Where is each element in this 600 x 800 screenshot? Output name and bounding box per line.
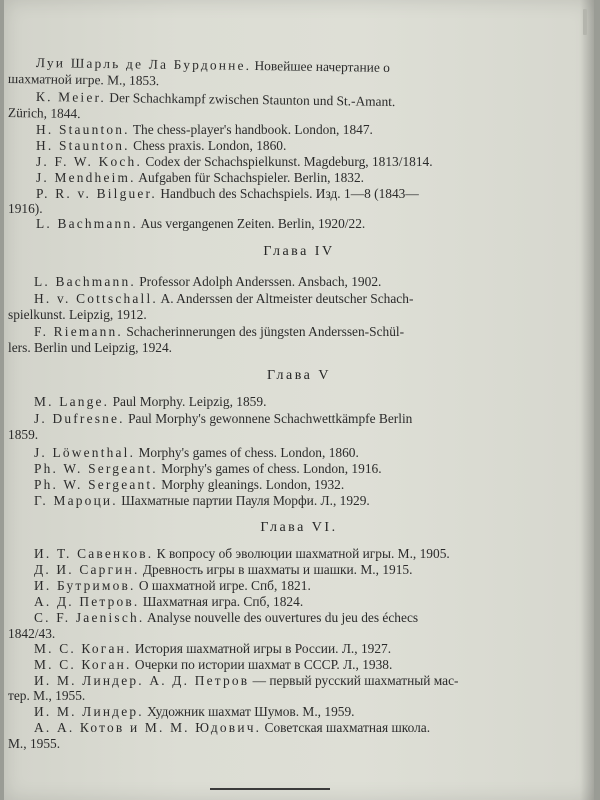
chapter-heading: Глава VI. xyxy=(260,520,338,535)
bib-text: Шахматные партии Пауля Морфи. Л., 1929. xyxy=(117,493,370,508)
bib-line xyxy=(34,720,430,735)
bib-line xyxy=(34,704,355,719)
bib-text: шахматной игре. М., 1853. xyxy=(7,71,160,89)
bib-text: 1842/43. xyxy=(8,626,56,641)
bib-author: P. R. v. Bilguer. xyxy=(36,186,157,201)
page-edge-shadow xyxy=(580,0,594,800)
bib-text: Morphy gleanings. London, 1932. xyxy=(157,477,345,492)
bib-author: Д. И. Саргин. xyxy=(34,562,140,577)
bib-author: М. С. Коган. xyxy=(34,641,132,656)
bib-text: Новейшее начертание о xyxy=(251,58,390,75)
bib-author: J. F. W. Koch. xyxy=(36,154,142,169)
bib-text: The chess-player's handbook. London, 1847. xyxy=(129,122,373,137)
bib-author: Ph. W. Sergeant. xyxy=(34,461,158,476)
bib-text: Paul Morphy. Leipzig, 1859. xyxy=(109,394,267,409)
bib-line xyxy=(34,477,344,492)
bib-text: — первый русский шахматный мас- xyxy=(249,673,459,688)
bib-line xyxy=(36,138,286,153)
bib-author: F. Riemann. xyxy=(34,324,123,339)
bib-text: М., 1955. xyxy=(8,736,61,751)
bib-author: А. А. Котов и М. М. Юдович. xyxy=(34,720,262,735)
bib-text: lers. Berlin und Leipzig, 1924. xyxy=(8,340,173,355)
bib-text: История шахматной игры в России. Л., 1927. xyxy=(131,641,392,656)
bib-author: L. Bachmann. xyxy=(34,274,136,289)
bib-author: H. Staunton. xyxy=(36,122,130,137)
footer-rule xyxy=(210,788,330,790)
paper-mark xyxy=(583,9,587,35)
bib-text: Древность игры в шахматы и шашки. М., 1915. xyxy=(139,562,413,577)
bib-line xyxy=(36,186,419,201)
bib-line xyxy=(36,89,396,109)
bib-author: J. Löwenthal. xyxy=(34,445,136,460)
bib-author: М. С. Коган. xyxy=(34,657,132,672)
bib-line xyxy=(34,445,359,460)
bib-line xyxy=(34,274,381,289)
bib-author: А. Д. Петров. xyxy=(34,594,140,609)
bib-line xyxy=(8,105,81,121)
bib-line xyxy=(34,394,266,409)
bib-text: spielkunst. Leipzig, 1912. xyxy=(8,307,147,322)
bib-text: Aus vergangenen Zeiten. Berlin, 1920/22. xyxy=(137,216,366,231)
bib-line xyxy=(34,291,413,306)
bib-text: Художник шахмат Шумов. М., 1959. xyxy=(143,704,355,719)
bib-text: Paul Morphy's gewonnene Schachwettkämpfe Berlin xyxy=(124,411,413,426)
bib-line xyxy=(36,154,433,169)
bib-text: Codex der Schachspielkunst. Magdeburg, 1813/1814. xyxy=(142,154,433,169)
bib-text: Morphy's games of chess. London, 1860. xyxy=(135,445,359,460)
bib-line xyxy=(8,340,172,355)
bib-text: Советская шахматная школа. xyxy=(261,720,431,735)
bib-text: К вопросу об эволюции шахматной игры. М., 1905. xyxy=(153,546,450,561)
book-page xyxy=(4,0,594,800)
bib-line xyxy=(34,324,404,339)
bib-line xyxy=(8,688,85,703)
bib-author: C. F. Jaenisch. xyxy=(34,610,145,625)
bib-line xyxy=(8,626,55,641)
bib-line xyxy=(36,122,373,137)
bib-line xyxy=(34,411,412,426)
bib-author: Ph. W. Sergeant. xyxy=(34,477,158,492)
bib-text: Professor Adolph Anderssen. Ansbach, 1902. xyxy=(135,274,382,289)
bib-text: Morphy's games of chess. London, 1916. xyxy=(157,461,382,476)
bib-line xyxy=(8,427,38,442)
bib-author: И. М. Линдер. xyxy=(34,704,144,719)
bib-line xyxy=(34,673,458,688)
bib-line xyxy=(8,307,147,322)
bib-author: И. Бутримов. xyxy=(34,578,136,593)
bib-line xyxy=(36,170,364,185)
bib-text: Chess praxis. London, 1860. xyxy=(129,138,287,153)
bib-author: H. v. Cottschall. xyxy=(34,291,158,306)
bib-author: M. Lange. xyxy=(34,394,110,409)
bib-line xyxy=(34,461,382,476)
chapter-heading: Глава IV xyxy=(263,244,335,259)
bib-line xyxy=(36,216,365,231)
bib-author: J. Mendheim. xyxy=(36,170,136,185)
bib-author: И. Т. Савенков. xyxy=(34,546,154,561)
bib-line xyxy=(34,641,391,656)
bib-author: J. Dufresne. xyxy=(34,411,125,426)
bib-text: Analyse nouvelle des ouvertures du jeu des échecs xyxy=(144,610,419,625)
bib-text: Zürich, 1844. xyxy=(7,105,81,122)
bib-text: О шахматной игре. Спб, 1821. xyxy=(135,578,311,593)
bib-author: L. Bachmann. xyxy=(36,216,138,231)
bib-text: 1916). xyxy=(8,201,43,216)
bib-text: Шахматная игра. Спб, 1824. xyxy=(139,594,304,609)
bib-line xyxy=(34,610,418,625)
bib-line xyxy=(34,493,370,508)
bib-line xyxy=(8,201,43,216)
bib-text: A. Anderssen der Altmeister deutscher Schach- xyxy=(157,291,414,306)
bib-line xyxy=(34,657,392,672)
bib-text: Aufgaben für Schachspieler. Berlin, 1832. xyxy=(135,170,364,185)
bib-author: И. М. Линдер. А. Д. Петров xyxy=(34,673,250,688)
bib-line xyxy=(8,71,159,88)
bib-author: Луи Шарль де Ла Бурдонне. xyxy=(35,55,252,74)
bib-line xyxy=(34,594,303,609)
bib-author: К. Meier. xyxy=(35,89,107,105)
bib-line xyxy=(34,546,450,561)
bib-text: Der Schachkampf zwischen Staunton und St.-Amant. xyxy=(105,89,396,110)
bib-line xyxy=(34,578,311,593)
bib-text: Handbuch des Schachspiels. Изд. 1—8 (1843— xyxy=(156,186,419,201)
bib-text: тер. М., 1955. xyxy=(8,688,86,703)
bib-line xyxy=(34,562,412,577)
chapter-heading: Глава V xyxy=(267,368,331,383)
bib-author: Г. Мароци. xyxy=(34,493,118,508)
bib-author: H. Staunton. xyxy=(36,138,130,153)
bib-text: 1859. xyxy=(8,427,39,442)
bib-text: Очерки по истории шахмат в СССР. Л., 1938. xyxy=(131,657,393,672)
bib-text: Schacherinnerungen des jüngsten Anderssen-Schül- xyxy=(122,324,405,339)
bib-line xyxy=(8,736,60,751)
